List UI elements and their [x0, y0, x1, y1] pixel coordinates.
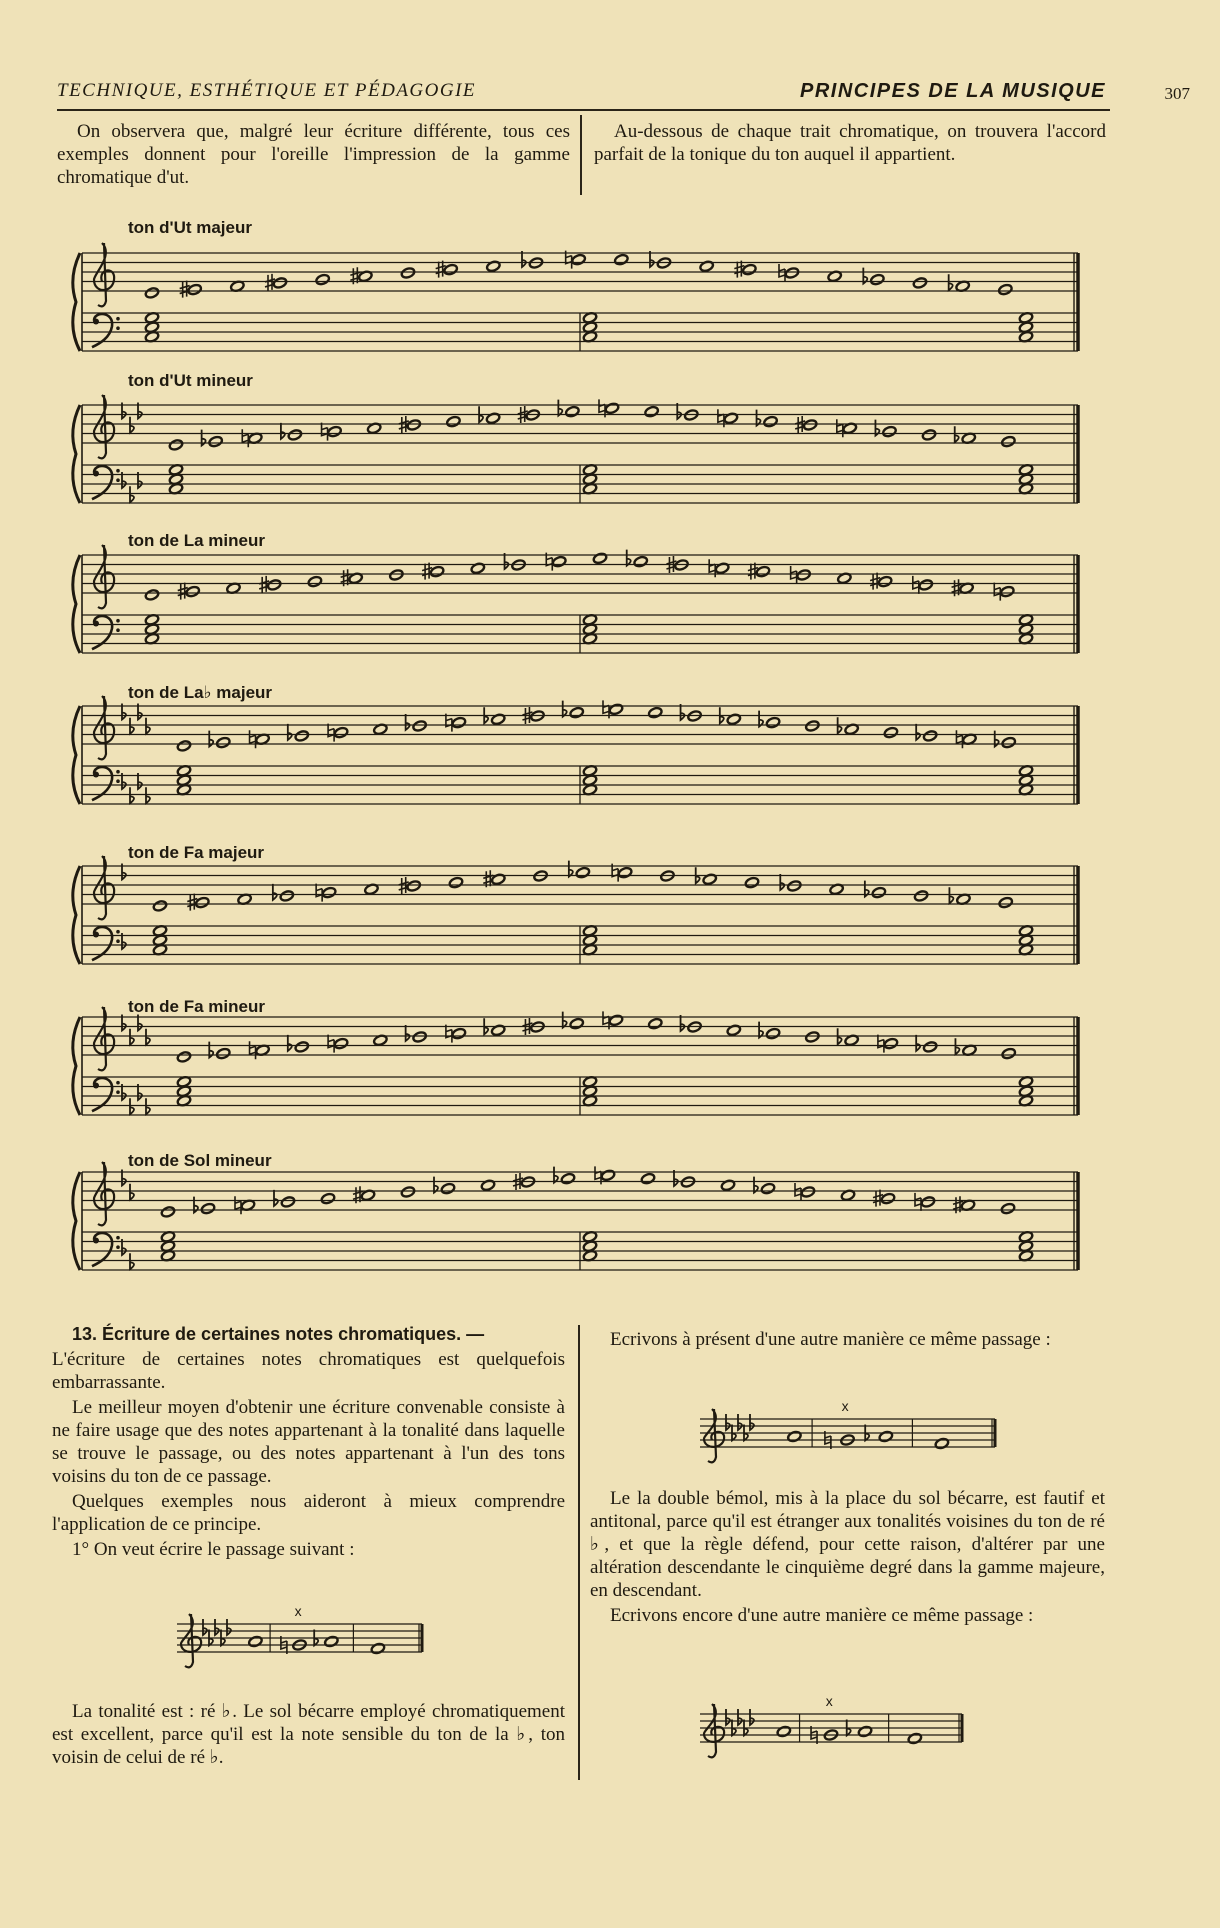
bass-clef-dot: [116, 1236, 120, 1240]
chromatic-note: [883, 726, 898, 738]
natural-sign: [791, 566, 797, 584]
natural-sign: [235, 1196, 241, 1214]
note: [324, 1635, 339, 1647]
chromatic-note: [871, 886, 886, 898]
flat-sign: [916, 1035, 920, 1051]
natural-sign: [915, 1193, 921, 1211]
chromatic-note: [618, 866, 633, 878]
right-p2: Le la double bémol, mis à la place du sol bécarre, est fautif et antitonal, parce qu'il est étranger aux tonalités voisines du ton de ré ♭, et que la règle défend, pour cette raison, d'altérer par une altération descendante le cinquième degré dans la gamme majeure, en descendant.: [590, 1488, 1105, 1601]
flat-sign: [146, 1029, 150, 1045]
example-label: ton de Fa mineur: [128, 997, 265, 1016]
bass-clef-dot: [116, 478, 120, 482]
flat-sign: [738, 1414, 742, 1430]
column-divider-bottom: [578, 1325, 580, 1780]
chromatic-note: [571, 253, 586, 265]
chromatic-note: [451, 1027, 466, 1039]
chromatic-note: [287, 429, 302, 441]
flat-sign: [227, 1619, 231, 1635]
example-label: ton de La♭ majeur: [128, 683, 273, 702]
chromatic-note: [575, 866, 590, 878]
note: [787, 1430, 802, 1442]
flat-sign: [759, 1022, 763, 1038]
chromatic-note: [608, 703, 623, 715]
chromatic-note: [448, 876, 463, 888]
chromatic-note: [560, 1172, 575, 1184]
chromatic-note: [569, 1017, 584, 1029]
example-label: ton de Sol mineur: [128, 1151, 272, 1170]
bass-clef-dot: [93, 772, 99, 778]
example-label: ton d'Ut majeur: [128, 218, 252, 237]
chromatic-note: [400, 1186, 415, 1198]
chromatic-note: [796, 569, 811, 581]
flat-sign: [130, 486, 134, 502]
chromatic-note: [614, 253, 629, 265]
chromatic-note: [604, 402, 619, 414]
section-13-title: 13. Écriture de certaines notes chromatiques. —: [72, 1324, 485, 1344]
chromatic-note: [805, 720, 820, 732]
section-13-left-bottom: [52, 1700, 565, 1769]
chromatic-note: [280, 1196, 295, 1208]
natural-sign: [316, 884, 322, 902]
chromatic-note: [446, 415, 461, 427]
chromatic-note: [389, 569, 404, 581]
natural-sign: [913, 576, 919, 594]
x-mark: x: [294, 1603, 302, 1619]
chromatic-note: [640, 1172, 655, 1184]
treble-clef: [704, 1704, 724, 1757]
chromatic-note: [294, 1041, 309, 1053]
section-13-p3: Quelques exemples nous aideront à mieux comprendre l'application de ce principe.: [52, 1491, 565, 1535]
flat-sign: [726, 1709, 730, 1725]
intro-right-paragraph: Au-dessous de chaque trait chromatique, on trouvera l'accord parfait de la tonique du ton auquel il appartient.: [594, 121, 1106, 165]
chromatic-note: [870, 273, 885, 285]
x-mark: x: [825, 1693, 833, 1709]
flat-sign: [955, 1038, 959, 1054]
chromatic-note: [914, 890, 929, 902]
chromatic-note: [633, 555, 648, 567]
page-number: 307: [1164, 84, 1190, 103]
chromatic-note: [766, 716, 781, 728]
chromatic-note: [1000, 1202, 1015, 1214]
flat-sign: [995, 731, 999, 747]
chromatic-note: [334, 726, 349, 738]
chromatic-note: [648, 1017, 663, 1029]
music-systems: [73, 218, 1078, 1270]
flat-sign: [955, 426, 959, 442]
bass-clef-dot: [116, 317, 120, 321]
chromatic-note: [592, 552, 607, 564]
chromatic-note: [644, 405, 659, 417]
treble-clef: [704, 1409, 724, 1462]
right-p1: Ecrivons à présent d'une autre manière ce même passage :: [610, 1329, 1051, 1350]
note: [370, 1642, 385, 1654]
note: [878, 1430, 893, 1442]
chromatic-note: [400, 267, 415, 279]
small-example: [700, 1398, 995, 1462]
chromatic-note: [200, 1202, 215, 1214]
chromatic-note: [176, 1051, 191, 1063]
chromatic-note: [294, 730, 309, 742]
x-mark: x: [841, 1398, 849, 1414]
flat-sign: [916, 724, 920, 740]
system-brace: [73, 706, 80, 804]
chromatic-note: [315, 273, 330, 285]
flat-sign: [130, 417, 134, 433]
chromatic-note: [176, 740, 191, 752]
chromatic-note: [744, 876, 759, 888]
chromatic-note: [279, 890, 294, 902]
flat-sign: [569, 861, 573, 877]
natural-sign: [250, 730, 256, 748]
chromatic-note: [784, 267, 799, 279]
chromatic-note: [1000, 585, 1015, 597]
flat-sign: [558, 400, 562, 416]
flat-sign: [146, 787, 150, 803]
note: [858, 1725, 873, 1737]
flat-sign: [726, 1414, 730, 1430]
chromatic-note: [600, 1169, 615, 1181]
example-label: ton de La mineur: [128, 531, 265, 550]
flat-sign: [750, 1414, 754, 1430]
chromatic-note: [763, 415, 778, 427]
flat-sign: [949, 274, 953, 290]
natural-sign: [446, 714, 452, 732]
chromatic-note: [766, 1027, 781, 1039]
flat-sign: [554, 1167, 558, 1183]
chromatic-note: [168, 439, 183, 451]
section-13-right: [590, 1328, 1105, 1351]
bass-clef-dot: [93, 1238, 99, 1244]
flat-sign: [146, 1098, 150, 1114]
chromatic-note: [760, 1182, 775, 1194]
chromatic-note: [451, 716, 466, 728]
flat-sign: [434, 1177, 438, 1193]
flat-sign: [130, 787, 134, 803]
section-13-right-mid: [590, 1487, 1105, 1627]
flat-sign: [209, 1042, 213, 1058]
chromatic-note: [912, 277, 927, 289]
flat-sign: [406, 1025, 410, 1041]
flat-sign: [202, 430, 206, 446]
flat-sign: [627, 550, 631, 566]
chromatic-note: [569, 706, 584, 718]
flat-sign: [209, 731, 213, 747]
music-system: [73, 1151, 1078, 1270]
natural-sign: [994, 583, 1000, 601]
note: [934, 1437, 949, 1449]
system-brace: [73, 866, 80, 964]
chromatic-note: [998, 896, 1013, 908]
flat-sign: [130, 1253, 134, 1269]
chromatic-note: [800, 1186, 815, 1198]
flat-sign: [130, 1184, 134, 1200]
chromatic-note: [1001, 1047, 1016, 1059]
flat-sign: [750, 1709, 754, 1725]
bass-clef-dot: [116, 469, 120, 473]
section-13-p2: Le meilleur moyen d'obtenir une écriture convenable consiste à ne faire usage que des notes appartenant à la tonalité dans laquelle se trouve le passage, ou des notes appartenant à l'un des tons voisins du ton de ce passage.: [52, 1397, 565, 1487]
chromatic-note: [216, 1047, 231, 1059]
chromatic-note: [920, 1196, 935, 1208]
chromatic-note: [805, 1031, 820, 1043]
chromatic-note: [327, 425, 342, 437]
chromatic-note: [918, 579, 933, 591]
bass-clef-dot: [93, 471, 99, 477]
chromatic-note: [144, 589, 159, 601]
bass-clef-dot: [116, 1245, 120, 1249]
flat-sign: [563, 701, 567, 717]
flat-sign: [288, 724, 292, 740]
chromatic-note: [152, 900, 167, 912]
natural-sign: [956, 730, 962, 748]
chromatic-note: [307, 575, 322, 587]
bass-clef-dot: [116, 1090, 120, 1094]
system-brace: [73, 405, 80, 503]
example-label: ton d'Ut mineur: [128, 371, 253, 390]
flat-sign: [203, 1619, 207, 1635]
flat-sign: [288, 1035, 292, 1051]
flat-sign: [130, 1098, 134, 1114]
chromatic-note: [1001, 736, 1016, 748]
natural-sign: [779, 264, 785, 282]
music-system: [73, 843, 1078, 964]
flat-sign: [281, 423, 285, 439]
right-p3: Ecrivons encore d'une autre manière ce même passage :: [610, 1605, 1034, 1626]
intro-left-paragraph: On observera que, malgré leur écriture différente, tous ces exemples donnent pour l'oreille l'impression de la gamme chromatique d'ut.: [57, 121, 570, 188]
flat-sign: [563, 1012, 567, 1028]
flat-sign: [146, 718, 150, 734]
section-13-p1: L'écriture de certaines notes chromatiques est quelquefois embarrassante.: [52, 1349, 565, 1393]
chromatic-note: [923, 730, 938, 742]
flat-sign: [406, 714, 410, 730]
bass-clef-dot: [93, 319, 99, 325]
flat-sign: [274, 1190, 278, 1206]
natural-sign: [795, 1183, 801, 1201]
note: [907, 1732, 922, 1744]
natural-sign: [322, 423, 328, 441]
chromatic-note: [608, 1014, 623, 1026]
bass-clef-dot: [116, 619, 120, 623]
natural-sign: [878, 1035, 884, 1053]
chromatic-note: [787, 880, 802, 892]
natural-sign: [242, 429, 248, 447]
flat-sign: [865, 881, 869, 897]
chromatic-note: [334, 1037, 349, 1049]
chromatic-note: [552, 555, 567, 567]
chromatic-note: [648, 706, 663, 718]
flat-sign: [780, 874, 784, 890]
flat-sign: [875, 420, 879, 436]
bass-clef-dot: [93, 932, 99, 938]
chromatic-note: [412, 720, 427, 732]
system-brace: [73, 555, 80, 653]
note: [776, 1725, 791, 1737]
chromatic-note: [208, 435, 223, 447]
system-brace: [73, 1172, 80, 1270]
flat-sign: [194, 1197, 198, 1213]
chromatic-note: [922, 429, 937, 441]
natural-sign: [328, 1035, 334, 1053]
music-system: [73, 531, 1078, 653]
flat-sign: [757, 410, 761, 426]
chromatic-note: [160, 1206, 175, 1218]
example-label: ton de Fa majeur: [128, 843, 265, 862]
section-13-p4: 1° On veut écrire le passage suivant :: [72, 1539, 355, 1560]
running-header-left: TECHNIQUE, ESTHÉTIQUE ET PÉDAGOGIE: [57, 80, 477, 101]
bass-clef-dot: [116, 1081, 120, 1085]
chromatic-note: [216, 736, 231, 748]
bass-clef-dot: [116, 770, 120, 774]
treble-clef: [181, 1614, 201, 1667]
small-example: [177, 1603, 422, 1667]
music-system: [73, 218, 1078, 351]
chromatic-note: [440, 1182, 455, 1194]
flat-sign: [130, 1029, 134, 1045]
flat-sign: [130, 718, 134, 734]
bass-clef-dot: [116, 939, 120, 943]
flat-sign: [949, 887, 953, 903]
natural-sign: [328, 724, 334, 742]
flat-sign: [738, 1709, 742, 1725]
chromatic-note: [882, 425, 897, 437]
chromatic-note: [998, 283, 1013, 295]
music-system: [73, 371, 1078, 503]
chromatic-note: [144, 287, 159, 299]
chromatic-note: [1001, 435, 1016, 447]
bass-clef-dot: [116, 326, 120, 330]
system-brace: [73, 253, 80, 351]
chromatic-note: [412, 1031, 427, 1043]
note: [248, 1635, 263, 1647]
system-brace: [73, 1017, 80, 1115]
flat-sign: [863, 268, 867, 284]
chromatic-note: [565, 405, 580, 417]
small-example: [700, 1693, 962, 1757]
natural-sign: [446, 1025, 452, 1043]
flat-sign: [215, 1619, 219, 1635]
chromatic-note: [923, 1041, 938, 1053]
bass-clef-dot: [116, 930, 120, 934]
natural-sign: [250, 1041, 256, 1059]
bass-clef-dot: [116, 779, 120, 783]
music-system: [73, 997, 1078, 1115]
music-system: [73, 683, 1078, 804]
section-13-p5: La tonalité est : ré ♭. Le sol bécarre employé chromatiquement est excellent, parce qu'il est la note sensible du ton de la ♭, ton voisin de celui de ré ♭.: [52, 1701, 565, 1768]
flat-sign: [759, 711, 763, 727]
section-13-left: [52, 1323, 565, 1561]
running-header-right: PRINCIPES DE LA MUSIQUE: [799, 80, 1106, 102]
bass-clef-dot: [116, 628, 120, 632]
bass-clef-dot: [93, 1083, 99, 1089]
chromatic-note: [320, 1192, 335, 1204]
chromatic-note: [883, 1037, 898, 1049]
natural-sign: [837, 419, 843, 437]
flat-sign: [754, 1177, 758, 1193]
chromatic-note: [322, 886, 337, 898]
bass-clef-dot: [93, 621, 99, 627]
flat-sign: [273, 884, 277, 900]
